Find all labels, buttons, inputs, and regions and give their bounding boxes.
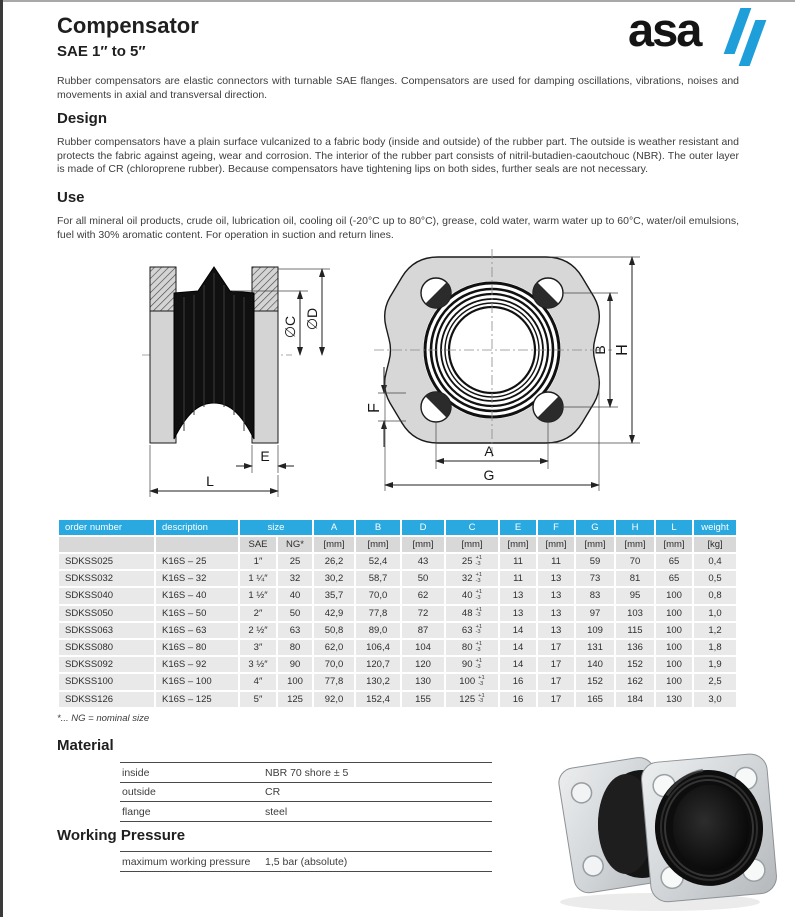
table-cell: K16S – 50 — [156, 606, 238, 621]
table-cell: 0,5 — [694, 571, 736, 586]
table-cell: 100 — [278, 674, 312, 689]
table-cell: 136 — [616, 640, 654, 655]
table-cell: 104 — [402, 640, 444, 655]
table-row — [59, 674, 736, 689]
material-label: flange — [122, 805, 151, 818]
table-cell: 13 — [538, 623, 574, 638]
table-cell: 3″ — [240, 640, 276, 655]
table-cell: K16S – 40 — [156, 588, 238, 603]
unit-ng: NG* — [278, 537, 312, 552]
col-header-description: description — [156, 520, 238, 535]
page-subtitle: SAE 1″ to 5″ — [57, 43, 146, 60]
unit-mm: [mm] — [314, 537, 354, 552]
design-paragraph: Rubber compensators have a plain surface vulcanized to a fabric body (inside and outside) of the rubber part. The outside is weather resistant and protects the fabric against ageing, wear and corrosion. The interior of the rubber part consists of nitril-butadien-caoutchouc (NBR). The outer layer is made of CR (chloroprene rubber). Because compensators have tightening lips on both sides, further seals are not necessary. — [57, 136, 739, 175]
table-cell: 72 — [402, 606, 444, 621]
front-view-drawing — [366, 247, 644, 505]
table-cell: 70 — [616, 554, 654, 569]
working-pressure-value: 1,5 bar (absolute) — [265, 855, 348, 868]
table-cell: 4″ — [240, 674, 276, 689]
cell-c-with-tolerance: 48 +1 -3 — [446, 606, 498, 621]
intro-paragraph: Rubber compensators are elastic connectors with turnable SAE flanges. Compensators are used for damping oscillations, vibrations, noises and movements in axial and transversal direction. — [57, 75, 739, 101]
col-header-order-number: order number — [59, 520, 154, 535]
dim-label-b: B — [592, 345, 608, 355]
table-cell: 32 — [278, 571, 312, 586]
working-pressure-row — [120, 851, 492, 872]
table-row — [59, 692, 736, 707]
table-cell: 59 — [576, 554, 614, 569]
table-cell: SDKSS040 — [59, 588, 154, 603]
table-cell: 26,2 — [314, 554, 354, 569]
table-cell: 1 ½″ — [240, 588, 276, 603]
table-cell: 3,0 — [694, 692, 736, 707]
table-cell: 1,0 — [694, 606, 736, 621]
table-cell: 97 — [576, 606, 614, 621]
unit-mm: [mm] — [656, 537, 692, 552]
table-cell: SDKSS092 — [59, 657, 154, 672]
table-cell: 1 ¼″ — [240, 571, 276, 586]
table-cell: 95 — [616, 588, 654, 603]
table-cell: 77,8 — [314, 674, 354, 689]
table-cell: 130,2 — [356, 674, 400, 689]
table-cell: 13 — [500, 588, 536, 603]
table-cell: 89,0 — [356, 623, 400, 638]
table-cell: SDKSS126 — [59, 692, 154, 707]
table-cell: K16S – 63 — [156, 623, 238, 638]
table-units-row — [59, 537, 736, 552]
col-header-a: A — [314, 520, 354, 535]
dim-label-g: G — [483, 467, 495, 483]
col-header-size: size — [240, 520, 312, 535]
table-cell: 130 — [656, 692, 692, 707]
unit-mm: [mm] — [446, 537, 498, 552]
table-row — [59, 623, 736, 638]
table-cell: 50 — [402, 571, 444, 586]
table-cell: 162 — [616, 674, 654, 689]
table-cell: 140 — [576, 657, 614, 672]
table-cell: 52,4 — [356, 554, 400, 569]
table-cell: 100 — [656, 623, 692, 638]
table-cell: 2,5 — [694, 674, 736, 689]
col-header-g: G — [576, 520, 614, 535]
table-cell: K16S – 125 — [156, 692, 238, 707]
table-cell: 1,9 — [694, 657, 736, 672]
table-cell: 70,0 — [314, 657, 354, 672]
table-cell: 30,2 — [314, 571, 354, 586]
col-header-f: F — [538, 520, 574, 535]
table-cell: 65 — [656, 554, 692, 569]
page-left-edge — [0, 0, 3, 917]
cell-c-with-tolerance: 125 +1 -3 — [446, 692, 498, 707]
table-cell: 42,9 — [314, 606, 354, 621]
dim-label-od: ∅D — [304, 307, 320, 331]
side-view-drawing — [140, 253, 372, 503]
table-row — [59, 640, 736, 655]
dim-label-oc: ∅C — [282, 315, 298, 339]
table-cell: 103 — [616, 606, 654, 621]
cell-c-with-tolerance: 25 +1 -3 — [446, 554, 498, 569]
cell-c-with-tolerance: 90 +1 -3 — [446, 657, 498, 672]
table-cell: K16S – 80 — [156, 640, 238, 655]
col-header-weight: weight — [694, 520, 736, 535]
dim-label-l: L — [206, 473, 214, 489]
table-cell: 43 — [402, 554, 444, 569]
working-pressure-table — [120, 851, 492, 872]
unit-sae: SAE — [240, 537, 276, 552]
table-cell: 58,7 — [356, 571, 400, 586]
table-cell: 165 — [576, 692, 614, 707]
table-cell: 13 — [500, 606, 536, 621]
col-header-l: L — [656, 520, 692, 535]
table-cell: 90 — [278, 657, 312, 672]
col-header-h: H — [616, 520, 654, 535]
table-row — [59, 588, 736, 603]
table-cell: 14 — [500, 640, 536, 655]
table-cell: 83 — [576, 588, 614, 603]
table-cell: 63 — [278, 623, 312, 638]
table-cell: 25 — [278, 554, 312, 569]
table-cell: 92,0 — [314, 692, 354, 707]
unit-kg: [kg] — [694, 537, 736, 552]
table-cell: 65 — [656, 571, 692, 586]
table-header-row — [59, 520, 736, 535]
material-value: NBR 70 shore ± 5 — [265, 766, 349, 779]
product-photo — [540, 740, 785, 915]
table-cell: 120 — [402, 657, 444, 672]
table-cell: 81 — [616, 571, 654, 586]
material-label: inside — [122, 766, 150, 779]
table-cell: 17 — [538, 674, 574, 689]
use-paragraph: For all mineral oil products, crude oil, lubrication oil, cooling oil (-20°C up to 80°C), grease, cold water, warm water up to 60°C, water/oil emulsions, fuel with 30% aromatic content. For operation in suction and return lines. — [57, 215, 739, 241]
table-cell: 120,7 — [356, 657, 400, 672]
table-cell: 155 — [402, 692, 444, 707]
table-cell: 13 — [538, 571, 574, 586]
table-cell: 35,7 — [314, 588, 354, 603]
asa-logo-text: asa — [628, 3, 701, 56]
table-cell: 100 — [656, 674, 692, 689]
table-cell: 11 — [500, 554, 536, 569]
table-row — [59, 657, 736, 672]
working-pressure-heading: Working Pressure — [57, 827, 186, 844]
table-cell: SDKSS080 — [59, 640, 154, 655]
cell-c-with-tolerance: 63 +1 -3 — [446, 623, 498, 638]
table-cell: 1,2 — [694, 623, 736, 638]
table-cell: 131 — [576, 640, 614, 655]
col-header-b: B — [356, 520, 400, 535]
table-cell: 152 — [616, 657, 654, 672]
col-header-e: E — [500, 520, 536, 535]
table-cell: SDKSS100 — [59, 674, 154, 689]
spec-table — [57, 518, 738, 709]
table-cell: 70,0 — [356, 588, 400, 603]
unit-mm: [mm] — [500, 537, 536, 552]
working-pressure-label: maximum working pressure — [122, 855, 251, 868]
material-row — [120, 783, 492, 803]
table-cell: 5″ — [240, 692, 276, 707]
table-cell: 2″ — [240, 606, 276, 621]
table-cell: 62 — [402, 588, 444, 603]
dim-label-f: F — [366, 403, 383, 413]
table-cell: SDKSS063 — [59, 623, 154, 638]
table-cell: 14 — [500, 657, 536, 672]
table-cell: 77,8 — [356, 606, 400, 621]
table-cell: 152,4 — [356, 692, 400, 707]
table-cell: 130 — [402, 674, 444, 689]
cell-c-with-tolerance: 80 +1 -3 — [446, 640, 498, 655]
table-cell: 0,4 — [694, 554, 736, 569]
unit-mm: [mm] — [616, 537, 654, 552]
col-header-d: D — [402, 520, 444, 535]
material-row — [120, 762, 492, 783]
design-heading: Design — [57, 110, 108, 127]
material-table — [120, 762, 492, 822]
table-cell: 17 — [538, 640, 574, 655]
table-cell: 62,0 — [314, 640, 354, 655]
dim-label-e: E — [260, 448, 270, 464]
cell-c-with-tolerance: 32 +1 -3 — [446, 571, 498, 586]
table-cell: 80 — [278, 640, 312, 655]
dim-label-h: H — [614, 344, 631, 356]
table-cell: K16S – 92 — [156, 657, 238, 672]
table-cell: 17 — [538, 692, 574, 707]
table-cell: 100 — [656, 588, 692, 603]
table-cell: 109 — [576, 623, 614, 638]
table-cell: 11 — [500, 571, 536, 586]
table-cell: 87 — [402, 623, 444, 638]
material-value: steel — [265, 805, 288, 818]
asa-logo — [628, 3, 788, 66]
table-cell: 100 — [656, 657, 692, 672]
table-cell: 73 — [576, 571, 614, 586]
table-cell: 125 — [278, 692, 312, 707]
table-cell: 2 ½″ — [240, 623, 276, 638]
dim-label-a: A — [484, 443, 494, 459]
col-header-c: C — [446, 520, 498, 535]
table-cell: 16 — [500, 692, 536, 707]
table-cell: K16S – 25 — [156, 554, 238, 569]
table-cell: 0,8 — [694, 588, 736, 603]
unit-mm: [mm] — [576, 537, 614, 552]
table-cell: 16 — [500, 674, 536, 689]
table-cell: 3 ½″ — [240, 657, 276, 672]
table-cell: 50,8 — [314, 623, 354, 638]
table-cell: 115 — [616, 623, 654, 638]
table-cell: 11 — [538, 554, 574, 569]
table-cell: 13 — [538, 588, 574, 603]
unit-mm: [mm] — [356, 537, 400, 552]
table-cell: 152 — [576, 674, 614, 689]
table-cell: K16S – 32 — [156, 571, 238, 586]
table-row — [59, 554, 736, 569]
table-cell: 40 — [278, 588, 312, 603]
cell-c-with-tolerance: 100 +1 -3 — [446, 674, 498, 689]
table-cell: K16S – 100 — [156, 674, 238, 689]
table-cell: 100 — [656, 606, 692, 621]
spec-table-body — [59, 554, 736, 707]
material-label: outside — [122, 786, 156, 798]
table-cell: 50 — [278, 606, 312, 621]
cell-c-with-tolerance: 40 +1 -3 — [446, 588, 498, 603]
table-cell: 14 — [500, 623, 536, 638]
unit-mm: [mm] — [402, 537, 444, 552]
page-title: Compensator — [57, 13, 199, 38]
table-cell: SDKSS032 — [59, 571, 154, 586]
table-cell: 184 — [616, 692, 654, 707]
table-cell: 1″ — [240, 554, 276, 569]
material-row — [120, 802, 492, 822]
material-heading: Material — [57, 737, 114, 754]
table-cell: 17 — [538, 657, 574, 672]
table-cell: 13 — [538, 606, 574, 621]
table-cell: 1,8 — [694, 640, 736, 655]
use-heading: Use — [57, 189, 85, 206]
table-row — [59, 571, 736, 586]
unit-mm: [mm] — [538, 537, 574, 552]
table-cell: 106,4 — [356, 640, 400, 655]
table-cell: SDKSS050 — [59, 606, 154, 621]
table-row — [59, 606, 736, 621]
table-cell: 100 — [656, 640, 692, 655]
table-cell: SDKSS025 — [59, 554, 154, 569]
table-footnote: *... NG = nominal size — [57, 713, 150, 724]
material-value: CR — [265, 786, 281, 798]
